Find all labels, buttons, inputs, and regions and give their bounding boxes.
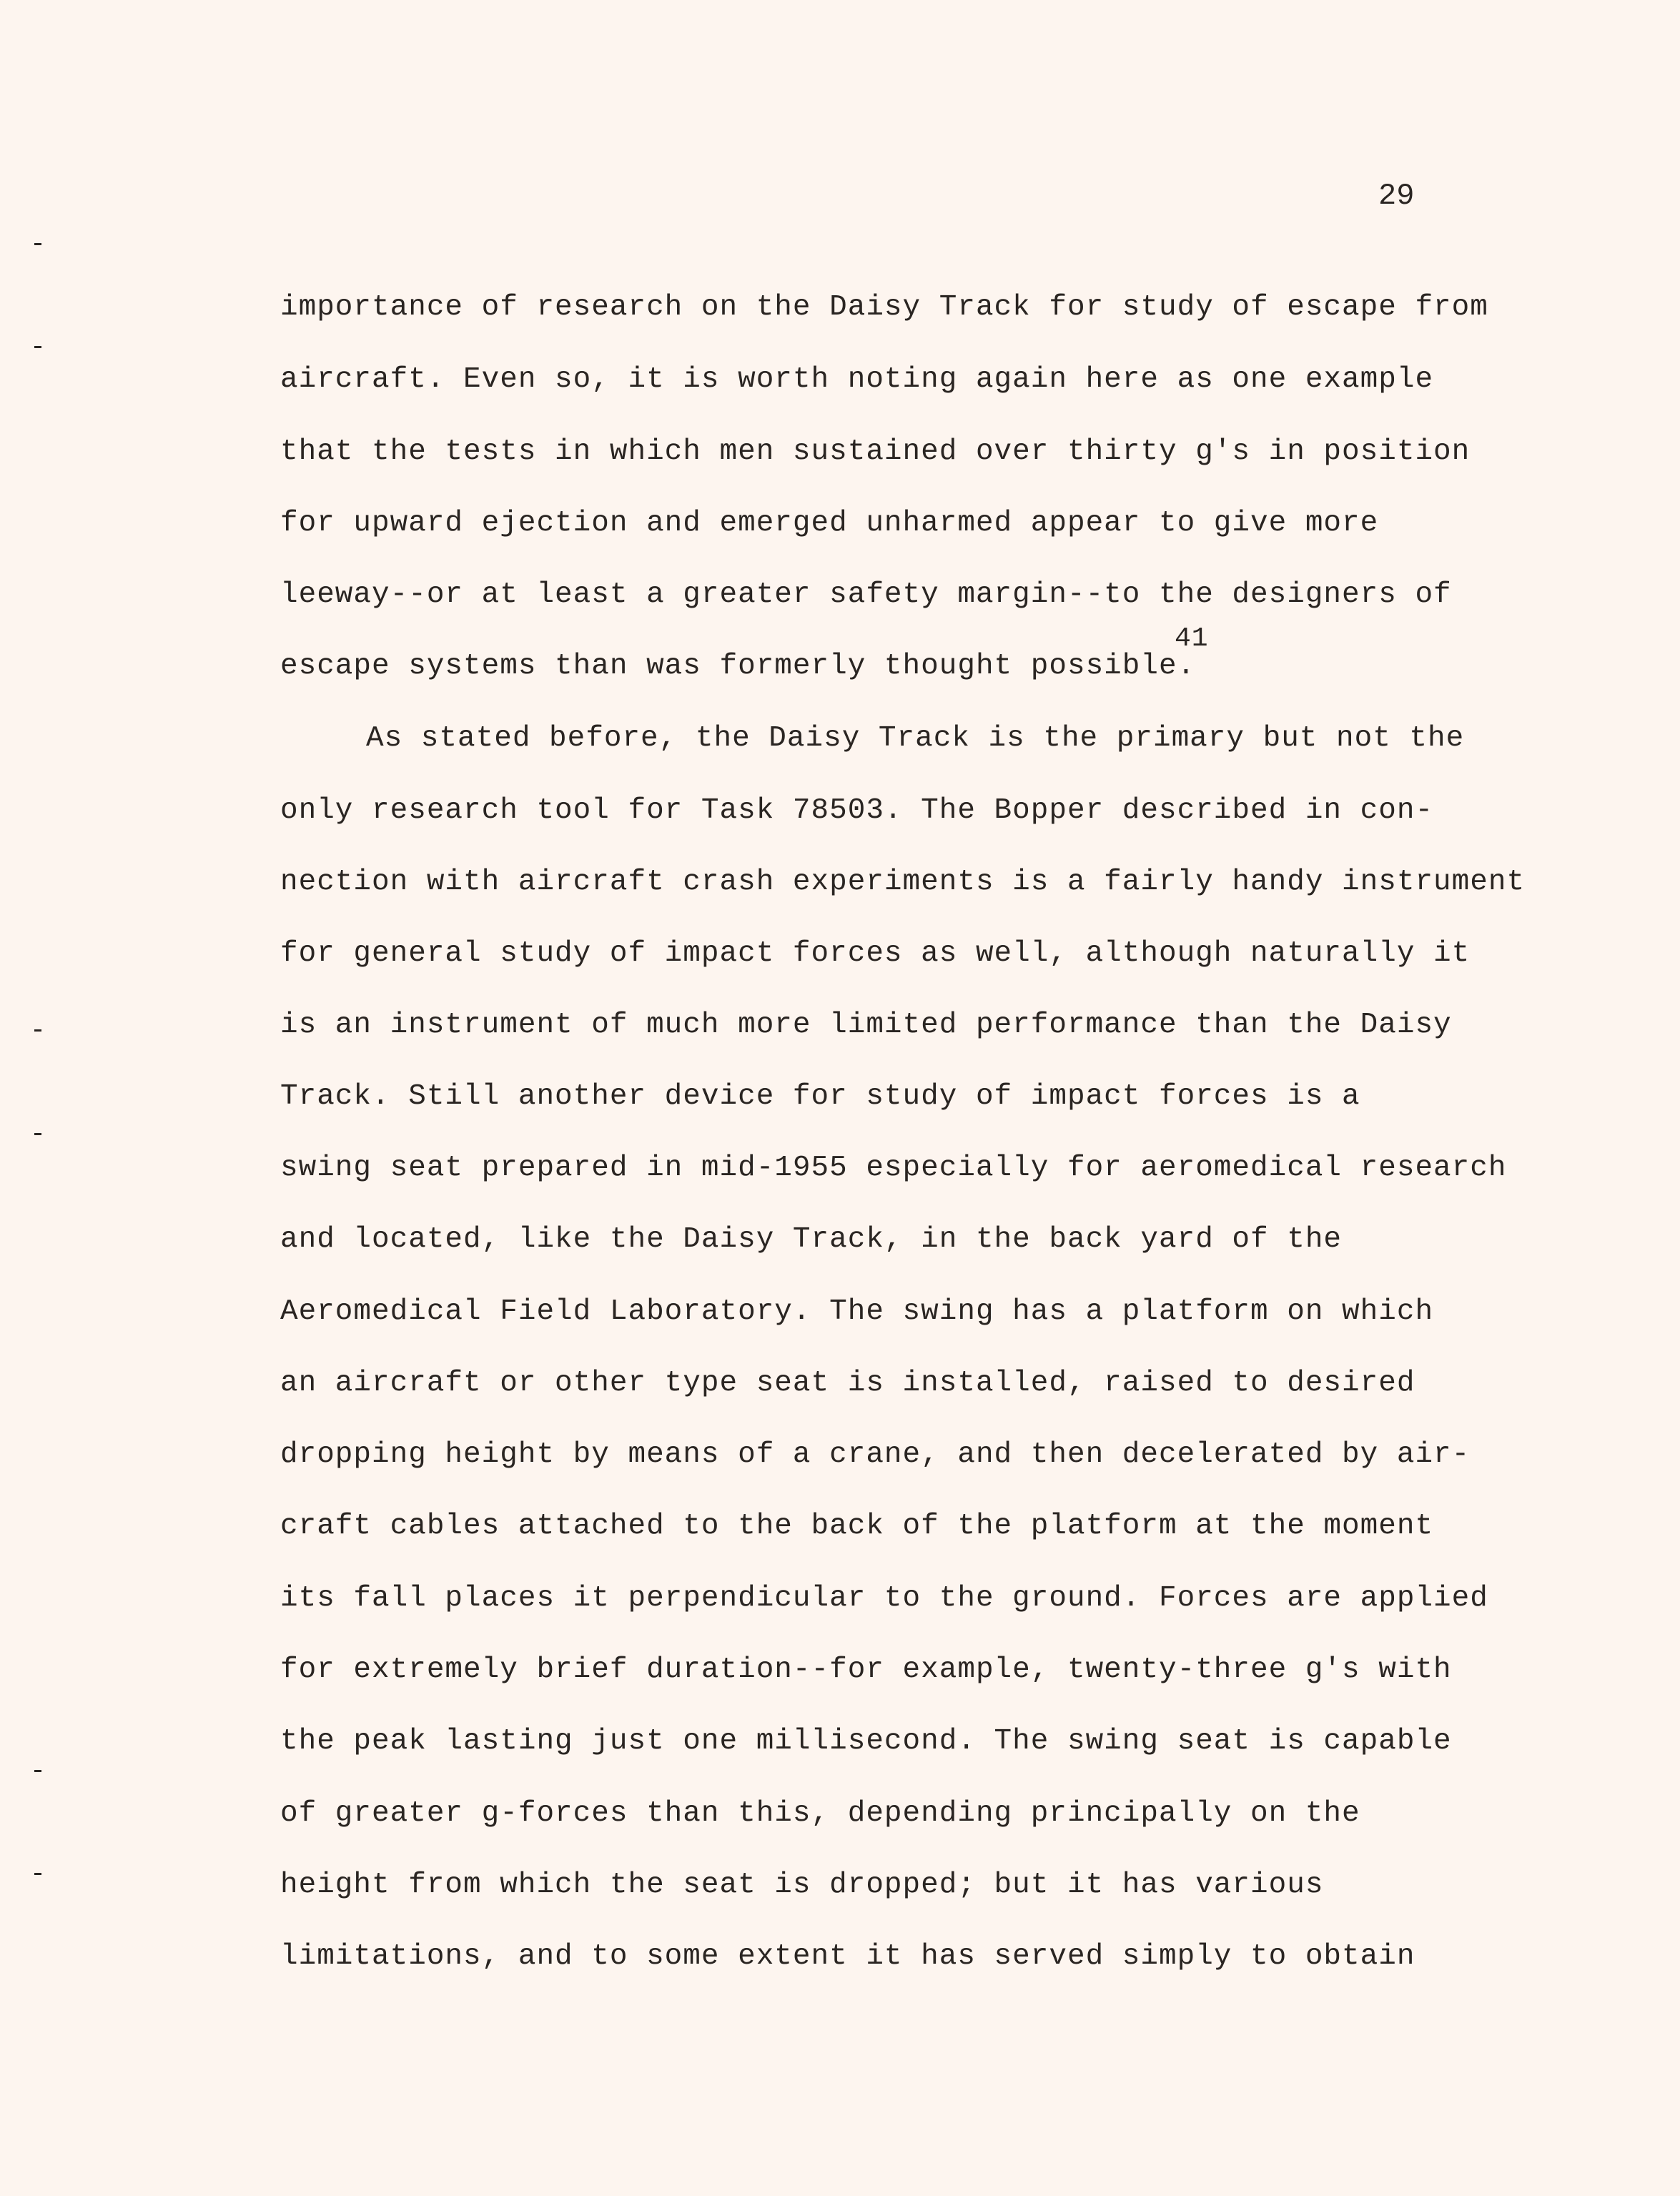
text-line: As stated before, the Daisy Track is the primary but not the — [366, 722, 1465, 755]
text-line: for upward ejection and emerged unharmed appear to give more — [280, 507, 1379, 540]
text-line: escape systems than was formerly thought possible. — [280, 650, 1196, 683]
text-line: that the tests in which men sustained over thirty g's in position — [280, 435, 1471, 468]
text-line: height from which the seat is dropped; but it has various — [280, 1869, 1324, 1901]
text-line: Aeromedical Field Laboratory. The swing has a platform on which — [280, 1295, 1434, 1328]
text-line: importance of research on the Daisy Track for study of escape from — [280, 291, 1488, 324]
text-line: for general study of impact forces as well, although naturally it — [280, 937, 1471, 970]
text-line: craft cables attached to the back of the platform at the moment — [280, 1510, 1434, 1543]
margin-mark — [34, 1770, 41, 1772]
margin-mark — [34, 1029, 41, 1032]
margin-mark — [34, 243, 41, 245]
text-line: limitations, and to some extent it has served simply to obtain — [280, 1940, 1415, 1973]
text-line: dropping height by means of a crane, and then decelerated by air- — [280, 1438, 1471, 1471]
text-line: of greater g-forces than this, depending principally on the — [280, 1797, 1360, 1830]
text-line: and located, like the Daisy Track, in the back yard of the — [280, 1223, 1343, 1256]
text-line: aircraft. Even so, it is worth noting again here as one example — [280, 363, 1434, 396]
margin-mark — [34, 1133, 41, 1135]
text-line: the peak lasting just one millisecond. The swing seat is capable — [280, 1725, 1452, 1758]
text-line: swing seat prepared in mid-1955 especially for aeromedical research — [280, 1152, 1507, 1184]
text-line: for extremely brief duration--for example, twenty-three g's with — [280, 1653, 1452, 1686]
page-number: 29 — [1378, 179, 1415, 213]
footnote-reference: 41 — [1175, 623, 1209, 654]
text-line: Track. Still another device for study of impact forces is a — [280, 1080, 1360, 1113]
text-line: is an instrument of much more limited performance than the Daisy — [280, 1009, 1452, 1042]
text-line: only research tool for Task 78503. The Bopper described in con- — [280, 794, 1434, 827]
margin-mark — [34, 346, 41, 348]
margin-mark — [34, 1873, 41, 1875]
text-line: its fall places it perpendicular to the ground. Forces are applied — [280, 1582, 1488, 1615]
text-line: nection with aircraft crash experiments is a fairly handy instrument — [280, 866, 1526, 899]
text-line: leeway--or at least a greater safety margin--to the designers of — [280, 578, 1452, 611]
text-line: an aircraft or other type seat is installed, raised to desired — [280, 1367, 1415, 1400]
